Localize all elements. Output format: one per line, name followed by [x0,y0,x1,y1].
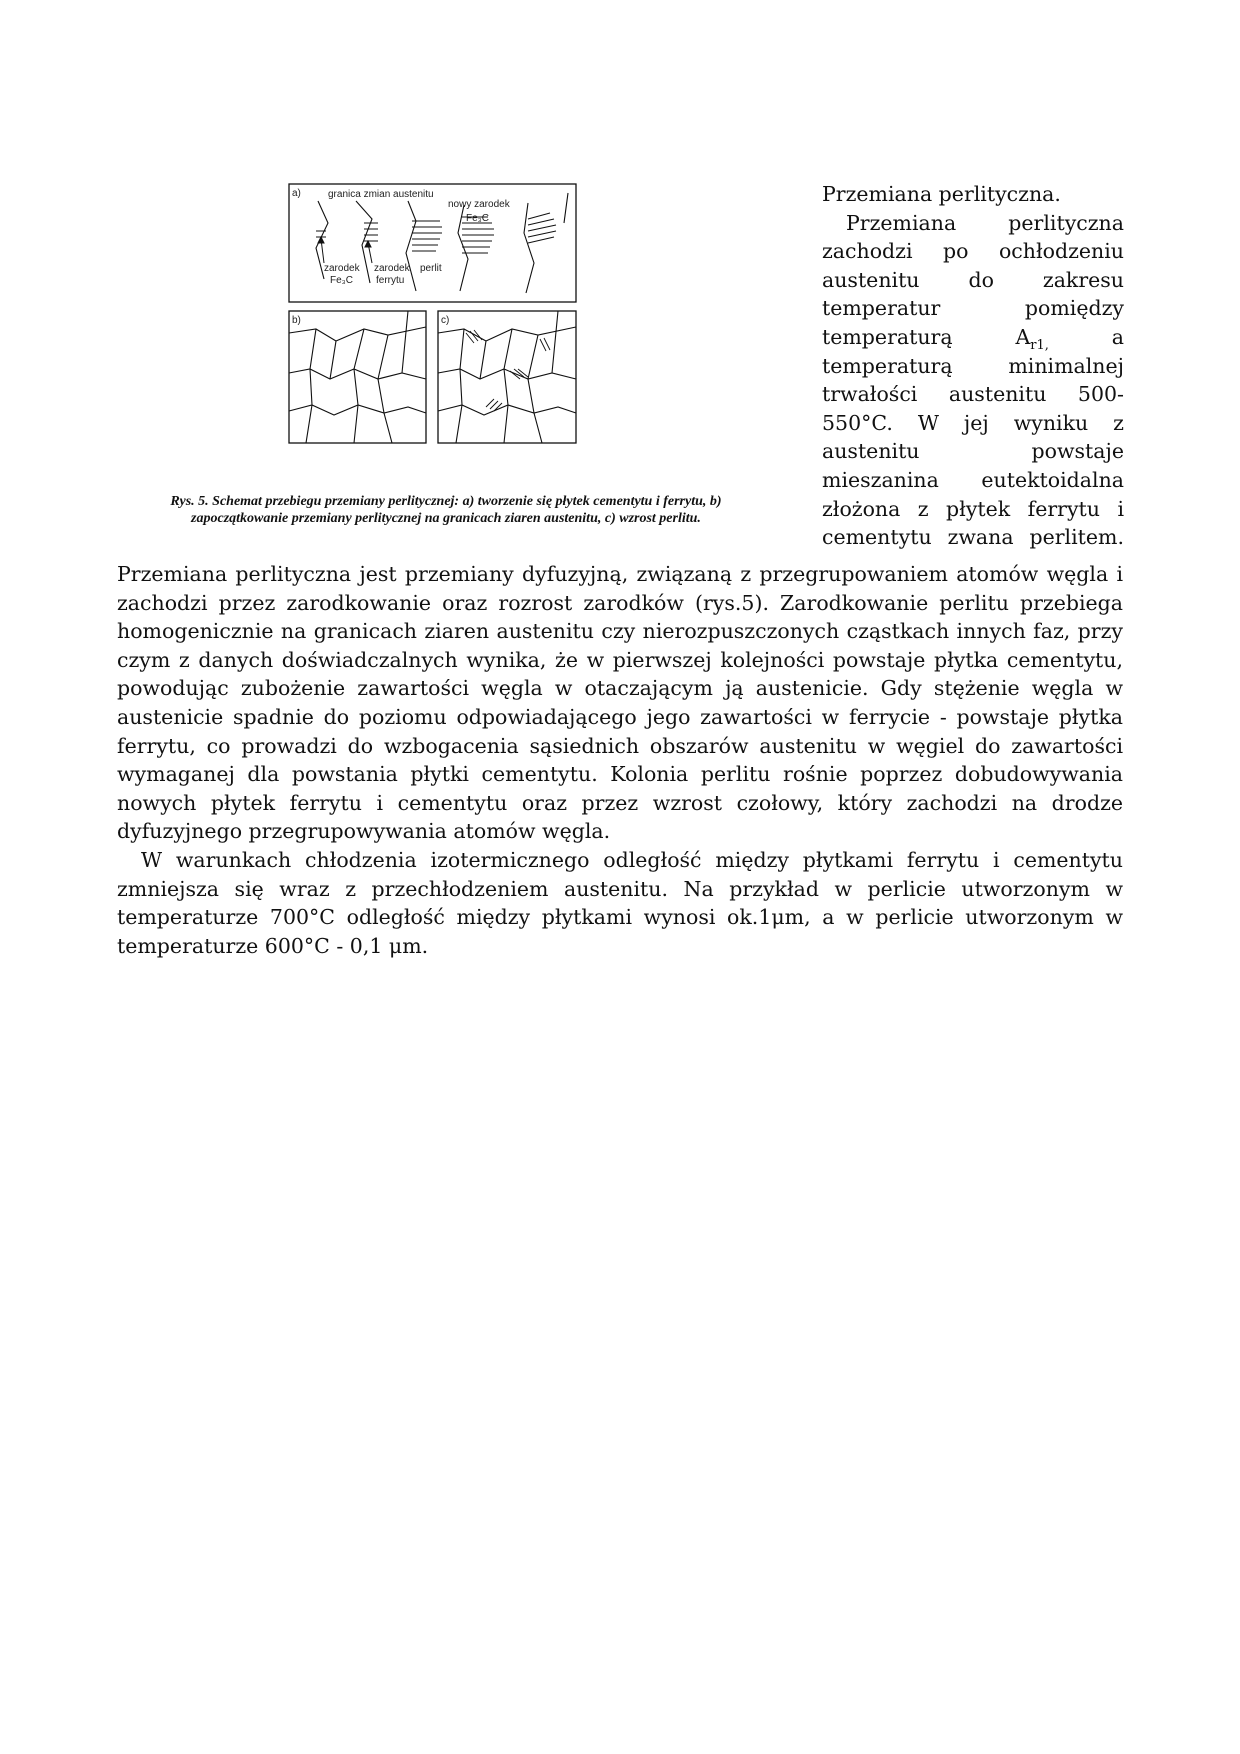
nucleus-label-1: zarodek [324,263,360,274]
new-nucleus-label: nowy zarodek [448,199,510,210]
ar1-subscript: r1, [1030,338,1049,354]
panel-b-label: b) [292,315,301,326]
panel-c [438,311,576,443]
caption-line-2: zapoczątkowanie przemiany perlitycznej na granicach ziaren austenitu, c) wzrost perlitu. [191,511,701,526]
austenite-grain-boundaries-b [289,311,426,443]
perlite-label: perlit [420,263,442,274]
panel-a-label: a) [292,188,301,199]
figure-5 [90,183,802,527]
side-paragraph [822,209,1124,581]
body-paragraph-1: Przemiana perlityczna jest przemiany dyfuzyjną, związaną z przegrupowaniem atomów węgla i zachodzi przez zarodkowanie oraz rozrost zarodków (rys.5). Zarodkowanie perlitu przebiega homogenicznie na granicach ziaren austenitu czy nierozpuszczonych cząstkach innych faz, przy czym z danych doświadczalnych wynika, że w pierwszej kolejności powstaje płytka cementytu, powodując zubożenie zawartości węgla w otaczającym ją austenicie. Gdy stężenie węgla w austenicie spadnie do poziomu odpowiadającego jego zawartości w ferrycie - powstaje płytka ferrytu, co prowadzi do wzbogacenia sąsiednich obszarów austenitu w węgiel do zawartości wymaganej dla powstania płytki cementytu. Kolonia perlitu rośnie poprzez dobudowywania nowych płytek ferrytu i cementytu oraz przez wzrost czołowy, który zachodzi na drodze dyfuzyjnego przegrupowywania atomów węgla. [117,562,1123,844]
panel-c-label: c) [441,315,450,326]
fe3c-top-label: Fe₃C [466,213,489,224]
perlite-transformation-diagram [288,183,612,473]
lamellae [316,213,556,253]
body-text [117,560,1123,960]
fe3c-bottom-label: Fe₃C [330,275,353,286]
ferrite-label: ferrytu [376,275,405,286]
austenite-grain-boundaries-c [438,311,576,443]
side-text-1: Przemiana perlityczna zachodzi po ochłodzeniu austenitu do zakresu temperatur pomiędzy temperaturą A [822,210,1124,349]
section-title: Przemiana perlityczna. [822,182,1061,206]
body-paragraph-2: W warunkach chłodzenia izotermicznego odległość między płytkami ferrytu i cementytu zmniejsza się wraz z przechłodzeniem austenitu. Na przykład w perlicie utworzonym w temperaturze 700°C odległość między płytkami wynosi ok.1μm, a w perlicie utworzonym w temperaturze 600°C - 0,1 μm. [117,847,1123,958]
nucleus-label-2: zarodek [374,263,410,274]
side-column [822,180,1124,580]
side-text-2: a temperaturą minimalnej trwałości austenitu 500-550°C. W jej wyniku z austenitu powstaje mieszanina eutektoidalna złożona z płytek ferrytu i cementytu zwana perlitem. [822,324,1124,550]
figure-caption [90,493,802,527]
panel-a [289,184,576,302]
panel-b [289,311,426,443]
caption-line-1: Rys. 5. Schemat przebiegu przemiany perlitycznej: a) tworzenie się płytek cementytu i ferrytu, b) [170,494,722,509]
boundary-label: granica zmian austenitu [328,189,434,200]
